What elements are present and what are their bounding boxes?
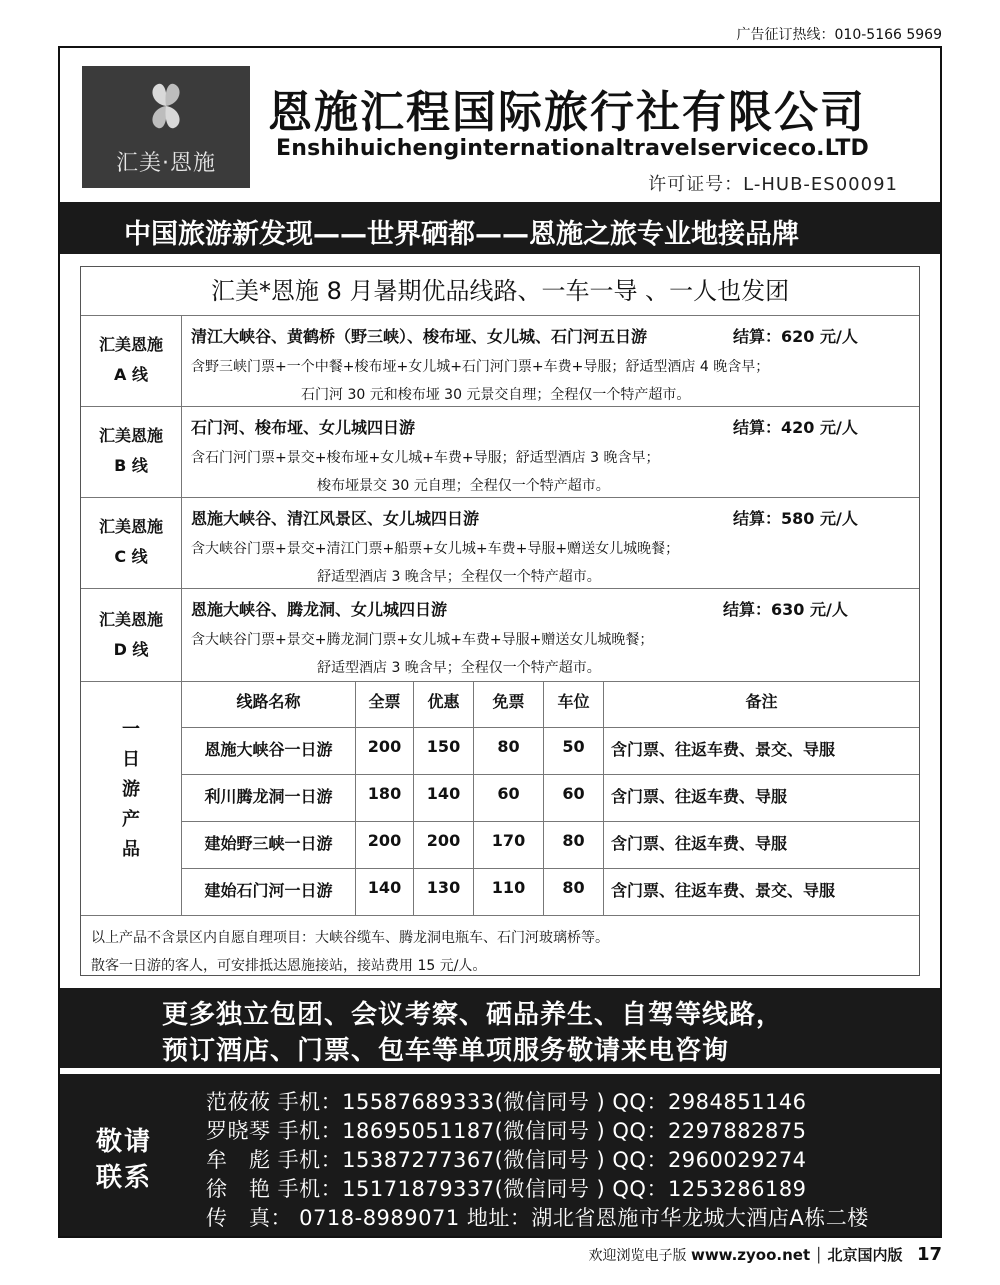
route-detail-line2: 舒适型酒店 3 晚含早；全程仅一个特产超市。 (317, 660, 601, 676)
route-name: 恩施大峡谷、腾龙洞、女儿城四日游 (191, 600, 448, 619)
divider (81, 681, 919, 682)
routes-table (80, 266, 920, 976)
page-footer (589, 1244, 942, 1265)
route-label (81, 421, 181, 481)
cell-remark: 含门票、往返车费、景交、导服 (611, 740, 836, 759)
cta-banner (60, 988, 940, 1068)
route-label-line2: D 线 (113, 640, 149, 659)
day-tour-label (81, 715, 181, 865)
cell-free: 80 (497, 737, 520, 756)
route-price: 结算：620 元/人 (733, 327, 858, 346)
route-label-line1: 汇美恩施 (98, 517, 163, 536)
cell-seat: 80 (562, 878, 585, 897)
note-line1: 以上产品不含景区内自愿自理项目：大峡谷缆车、腾龙洞电瓶车、石门河玻璃桥等。 (91, 930, 609, 946)
contact-banner (60, 1074, 940, 1236)
contact-line: 罗晓琴 手机：18695051187(微信同号 ) QQ：2297882875 (206, 1119, 807, 1143)
route-label (81, 512, 181, 572)
cell-seat: 80 (562, 831, 585, 850)
route-price: 结算：420 元/人 (733, 418, 858, 437)
route-price: 结算：580 元/人 (733, 509, 858, 528)
company-name-cn: 恩施汇程国际旅行社有限公司 (268, 87, 866, 138)
footer-text: 欢迎浏览电子版 (588, 1248, 687, 1264)
contact-label (96, 1124, 152, 1196)
cell-route: 建始野三峡一日游 (204, 834, 333, 853)
divider (181, 821, 919, 822)
route-detail-line1: 含大峡谷门票+景交+清江门票+船票+女儿城+车费+导服+赠送女儿城晚餐； (191, 541, 680, 557)
day-tour-char: 一 (122, 719, 140, 740)
cell-free: 110 (491, 878, 526, 897)
cell-remark: 含门票、往返车费、导服 (611, 834, 788, 853)
footer-separator: │ (814, 1248, 828, 1264)
table-title-row (81, 267, 919, 315)
contact-label-line2: 联系 (96, 1163, 153, 1193)
license-number: 许可证号：L-HUB-ES00091 (648, 174, 898, 195)
cta-line1: 更多独立包团、会议考察、硒品养生、自驾等线路， (162, 1000, 784, 1030)
cell-route: 建始石门河一日游 (204, 881, 333, 900)
col-header-full: 全票 (368, 692, 401, 711)
contact-line: 范莜莜 手机：15587689333(微信同号 ) QQ：2984851146 (206, 1090, 807, 1114)
cell-free: 60 (497, 784, 520, 803)
route-name: 石门河、梭布垭、女儿城四日游 (191, 418, 416, 437)
cell-full: 180 (367, 784, 402, 803)
route-name: 清江大峡谷、黄鹤桥（野三峡）、梭布垭、女儿城、石门河五日游 (191, 327, 648, 346)
cell-discount: 140 (426, 784, 461, 803)
table-title: 汇美*恩施 8 月暑期优品线路、一车一导 、一人也发团 (211, 277, 790, 305)
flower-logo-icon (142, 78, 190, 134)
cell-remark: 含门票、往返车费、景交、导服 (611, 881, 836, 900)
contact-line: 徐 艳 手机：15171879337(微信同号 ) QQ：1253286189 (206, 1177, 807, 1201)
route-row-b (81, 407, 919, 497)
route-row-c (81, 498, 919, 588)
route-detail-line2: 舒适型酒店 3 晚含早；全程仅一个特产超市。 (317, 569, 601, 585)
footer-edition: 北京国内版 (827, 1246, 903, 1264)
slogan-text: 中国旅游新发现——世界硒都——恩施之旅专业地接品牌 (124, 219, 799, 250)
cell-remark: 含门票、往返车费、导服 (611, 787, 788, 806)
day-tour-char: 品 (122, 839, 140, 860)
route-label (81, 330, 181, 390)
col-header-route: 线路名称 (236, 692, 301, 711)
cell-seat: 50 (562, 737, 585, 756)
cell-discount: 130 (426, 878, 461, 897)
day-tour-char: 产 (122, 809, 140, 830)
route-label (81, 605, 181, 665)
divider (181, 774, 919, 775)
route-label-line1: 汇美恩施 (98, 426, 163, 445)
divider (181, 727, 919, 728)
route-label-line2: B 线 (114, 456, 148, 475)
logo-text: 汇美·恩施 (116, 151, 216, 176)
cta-line2: 预订酒店、门票、包车等单项服务敬请来电咨询 (162, 1036, 730, 1066)
cell-free: 170 (491, 831, 526, 850)
cell-full: 140 (367, 878, 402, 897)
route-label-line2: C 线 (114, 547, 148, 566)
cell-full: 200 (367, 737, 402, 756)
col-header-free: 免票 (492, 692, 525, 711)
cell-seat: 60 (562, 784, 585, 803)
cell-route: 恩施大峡谷一日游 (204, 740, 333, 759)
route-detail-line1: 含野三峡门票+一个中餐+梭布垭+女儿城+石门河门票+车费+导服；舒适型酒店 4 晚含早； (191, 359, 770, 375)
route-label-line1: 汇美恩施 (98, 610, 163, 629)
col-header-seat: 车位 (557, 692, 590, 711)
footer-site-link[interactable]: www.zyoo.net (690, 1246, 811, 1264)
note-line2: 散客一日游的客人，可安排抵达恩施接站，接站费用 15 元/人。 (91, 958, 487, 974)
cell-full: 200 (367, 831, 402, 850)
contact-line: 传 真： 0718-8989071 地址：湖北省恩施市华龙城大酒店A栋二楼 (206, 1206, 869, 1230)
divider (181, 316, 182, 916)
cell-discount: 200 (426, 831, 461, 850)
cell-route: 利川腾龙洞一日游 (204, 787, 333, 806)
divider (181, 868, 919, 869)
day-tour-char: 日 (122, 749, 140, 770)
route-label-line1: 汇美恩施 (98, 335, 163, 354)
contact-line: 牟 彪 手机：15387277367(微信同号 ) QQ：2960029274 (206, 1148, 807, 1172)
ad-hotline: 广告征订热线：010-5166 5969 (736, 27, 942, 43)
route-detail-line1: 含大峡谷门票+景交+腾龙洞门票+女儿城+车费+导服+赠送女儿城晚餐； (191, 632, 654, 648)
route-row-a (81, 316, 919, 406)
route-detail-line2: 梭布垭景交 30 元自理；全程仅一个特产超市。 (317, 478, 610, 494)
route-name: 恩施大峡谷、清江风景区、女儿城四日游 (191, 509, 480, 528)
route-detail-line1: 含石门河门票+景交+梭布垭+女儿城+车费+导服；舒适型酒店 3 晚含早； (191, 450, 660, 466)
page-number: 17 (916, 1244, 942, 1265)
day-tour-char: 游 (122, 779, 140, 800)
company-logo (82, 66, 250, 188)
col-header-discount: 优惠 (427, 692, 460, 711)
route-row-d (81, 589, 919, 681)
route-price: 结算：630 元/人 (723, 600, 848, 619)
company-name-en: Enshihuichenginternationaltravelserviceco.LTD (276, 136, 869, 161)
col-header-remark: 备注 (745, 692, 778, 711)
route-label-line2: A 线 (114, 365, 148, 384)
contact-label-line1: 敬请 (96, 1127, 153, 1157)
cell-discount: 150 (426, 737, 461, 756)
slogan-banner (60, 202, 940, 254)
divider (81, 915, 919, 916)
divider (603, 681, 604, 916)
route-detail-line2: 石门河 30 元和梭布垭 30 元景交自理；全程仅一个特产超市。 (301, 387, 691, 403)
